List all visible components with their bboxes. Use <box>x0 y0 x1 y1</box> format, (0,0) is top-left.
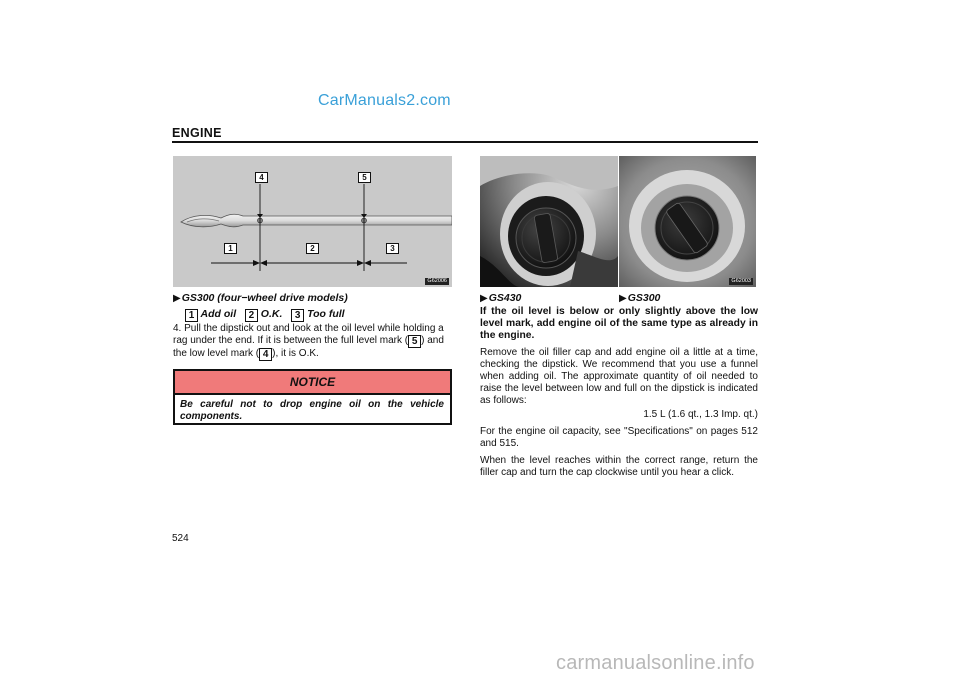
step-4-text-1: 4. Pull the dipstick out and look at the oil level while holding a rag under the end. If it is between the full level mark ( <box>173 323 444 346</box>
step-4-paragraph <box>173 323 453 361</box>
page-number: 524 <box>172 533 189 544</box>
paragraph-1: Remove the oil filler cap and add engine oil a little at a time, checking the dipstick. We recommend that you use a funnel when adding oil. The approximate quantity of oil needed to raise the level between low and full on the dipstick is indicated as follows: <box>480 347 758 406</box>
right-column-text <box>480 306 758 484</box>
header-rule <box>172 141 758 143</box>
watermark-top: CarManuals2.com <box>318 92 451 109</box>
figure-code: G62006 <box>427 278 447 284</box>
caption-num-3: 3 <box>291 309 304 322</box>
notice-title: NOTICE <box>175 371 450 395</box>
bold-paragraph: If the oil level is below or only slightly above the low level mark, add engine oil of the same type as already in the engine. <box>480 306 758 341</box>
notice-box <box>173 369 452 425</box>
right-caption-gs430 <box>480 291 521 306</box>
dipstick-illustration <box>173 156 452 287</box>
caption-num-2: 2 <box>245 309 258 322</box>
gs430-oil-cap-photo <box>480 156 618 287</box>
figure-label-4: 4 <box>255 172 268 183</box>
caption-gs300: GS300 <box>627 292 661 304</box>
caption-num-1: 1 <box>185 309 198 322</box>
figure-code: G62003 <box>731 278 751 284</box>
dipstick-figure <box>173 156 452 287</box>
caption-gs430: GS430 <box>488 292 522 304</box>
left-caption <box>173 291 453 322</box>
right-caption-gs300 <box>619 291 660 306</box>
caption-arrow-icon: ▶ <box>480 293 488 304</box>
low-level-box: 4 <box>259 348 272 361</box>
gs300-photo <box>619 156 756 287</box>
section-title: ENGINE <box>172 126 222 140</box>
caption-label-3: Too full <box>307 308 345 320</box>
gs430-photo <box>480 156 618 287</box>
figure-label-5: 5 <box>358 172 371 183</box>
caption-label-1: Add oil <box>200 308 237 320</box>
quantity-line: 1.5 L (1.6 qt., 1.3 Imp. qt.) <box>643 409 758 420</box>
figure-label-1: 1 <box>224 243 237 254</box>
caption-arrow-icon: ▶ <box>619 293 627 304</box>
notice-text: Be careful not to drop engine oil on the vehicle components. <box>180 399 444 422</box>
gs300-oil-cap-photo <box>619 156 756 287</box>
caption-label-2: O.K. <box>260 308 283 320</box>
step-4-text-2: ) and the low level mark ( <box>173 335 444 359</box>
step-4-text-3: ), it is O.K. <box>272 348 319 359</box>
caption-model: GS300 (four−wheel drive models) <box>181 292 348 304</box>
watermark-bottom: carmanualsonline.info <box>556 652 755 674</box>
paragraph-2: For the engine oil capacity, see "Specifications" on pages 512 and 515. <box>480 426 758 449</box>
figure-label-3: 3 <box>386 243 399 254</box>
figure-label-2: 2 <box>306 243 319 254</box>
paragraph-3: When the level reaches within the correct range, return the filler cap and turn the cap clockwise until you hear a click. <box>480 455 758 478</box>
caption-arrow-icon: ▶ <box>173 293 181 304</box>
full-level-box: 5 <box>408 335 421 348</box>
